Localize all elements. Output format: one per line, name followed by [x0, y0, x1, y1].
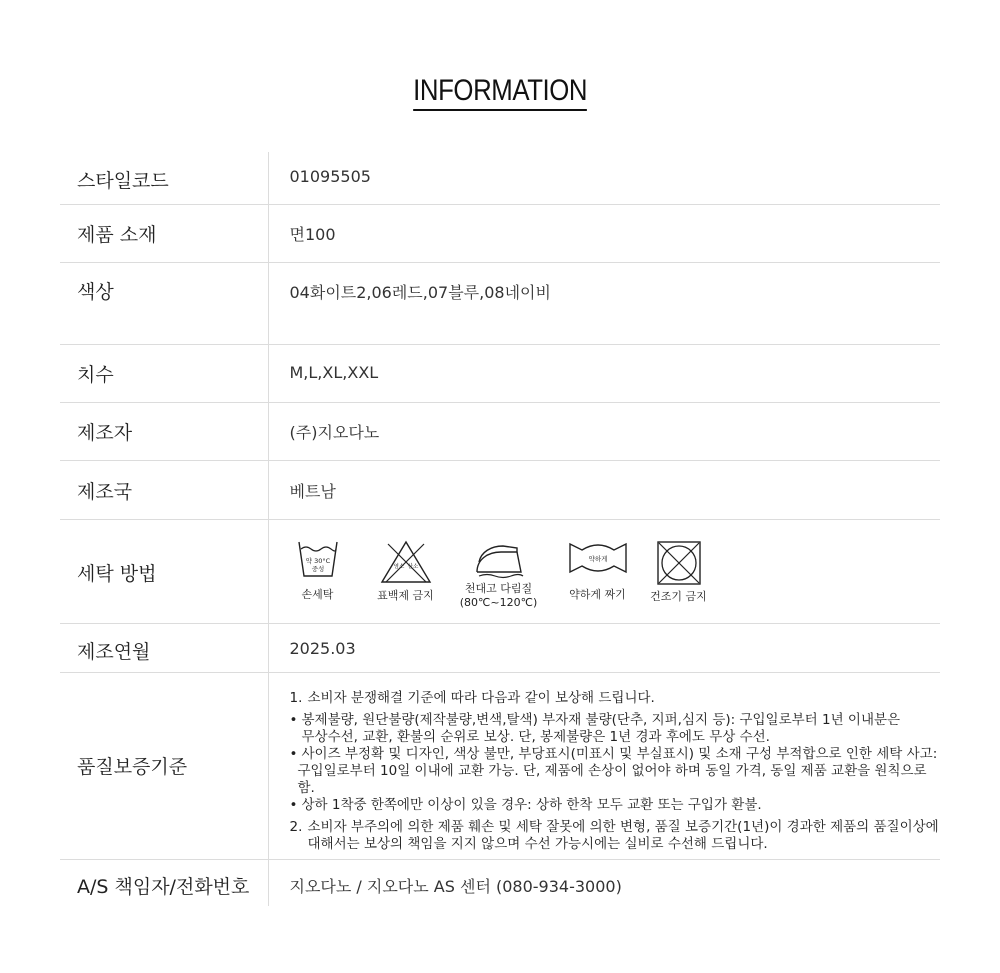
row-maker — [60, 402, 940, 460]
row-material — [60, 204, 940, 262]
size-value: M,L,XL,XXL — [268, 344, 940, 402]
bullet-3-line-1: 상하 1착중 한쪽에만 이상이 있을 경우: 상하 한착 모두 교환 또는 구입가 환불. — [301, 796, 762, 813]
iron-caption-sub: (80℃~120℃) — [459, 595, 538, 609]
quality-item-2-num: 2. — [289, 818, 303, 835]
row-quality — [60, 672, 940, 859]
iron-caption: 천대고 다림질 — [464, 581, 533, 595]
quality-bullets — [290, 712, 941, 814]
quality-item-1-num: 1. — [289, 689, 303, 706]
iron-low-heat-icon — [473, 540, 525, 580]
gentle-wring-icon — [568, 540, 628, 576]
no-bleach-caption: 표백제 금지 — [377, 588, 434, 602]
quality-value — [268, 672, 940, 859]
hand-wash-inner-2: 중성 — [311, 564, 324, 573]
bullet-2-line-2: 구입일로부터 10일 이내에 교환 가능. 단, 제품에 손상이 없어야 하며 동일 가격, 동일 제품 교환을 원칙으로 함. — [297, 762, 927, 796]
product-info-table — [60, 152, 940, 906]
bullet-2-line-1: 사이즈 부정확 및 디자인, 색상 불만, 부당표시(미표시 및 부실표시) 및 소재 구성 부적합으로 인한 세탁 사고: — [301, 745, 938, 762]
row-color — [60, 262, 940, 344]
as-value: 지오다노 / 지오다노 AS 센터 (080-934-3000) — [289, 876, 622, 896]
row-as — [60, 859, 940, 906]
quality-bullet — [290, 797, 941, 814]
wash-item-hand — [290, 540, 346, 610]
material-label: 제품 소재 — [60, 204, 268, 262]
hand-wash-caption: 손세탁 — [301, 587, 334, 601]
wash-value — [268, 519, 940, 623]
style-code-label: 스타일코드 — [60, 152, 268, 204]
color-label: 색상 — [60, 262, 268, 344]
country-label: 제조국 — [60, 460, 268, 519]
quality-label: 품질보증기준 — [60, 672, 268, 859]
wash-item-wring — [562, 540, 634, 610]
maker-label: 제조자 — [60, 402, 268, 460]
no-tumble-dry-icon — [656, 540, 702, 586]
no-bleach-inner-right: 산소 — [407, 563, 418, 570]
hand-wash-30c-icon — [296, 540, 340, 580]
wring-caption: 약하게 짜기 — [569, 587, 626, 601]
quality-item-1 — [290, 690, 941, 707]
maker-value: (주)지오다노 — [268, 402, 940, 460]
quality-item-2 — [290, 819, 941, 853]
color-value: 04화이트2,06레드,07블루,08네이비 — [268, 262, 940, 344]
title-wrap — [0, 74, 1000, 111]
wash-icons — [290, 540, 941, 610]
date-value: 2025.03 — [268, 623, 940, 672]
dryer-caption: 건조기 금지 — [650, 589, 707, 603]
hand-wash-inner-1: 약 30°C — [305, 556, 330, 565]
bullet-dot: • — [289, 745, 298, 762]
quality-item-2-line-2: 대해서는 보상의 책임을 지지 않으며 수선 가능시에는 실비로 수선해 드립니다. — [307, 835, 768, 852]
row-country — [60, 460, 940, 519]
row-size — [60, 344, 940, 402]
no-bleach-icon — [380, 540, 432, 584]
as-label: A/S 책임자/전화번호 — [60, 859, 268, 906]
style-code-value: 01095505 — [268, 152, 940, 204]
date-label: 제조연월 — [60, 623, 268, 672]
bullet-dot: • — [289, 711, 298, 728]
wash-label: 세탁 방법 — [60, 519, 268, 623]
quality-item-2-line-1: 소비자 부주의에 의한 제품 훼손 및 세탁 잘못에 의한 변형, 품질 보증기간(1년)이 경과한 제품의 품질이상에 — [307, 818, 939, 835]
quality-item-1-text: 소비자 분쟁해결 기준에 따라 다음과 같이 보상해 드립니다. — [307, 689, 655, 706]
country-value: 베트남 — [268, 460, 940, 519]
bullet-1-line-2: 무상수선, 교환, 환불의 순위로 보상. 단, 봉제불량은 1년 경과 후에도 무상 수선. — [301, 728, 770, 745]
wash-item-iron — [456, 540, 542, 610]
no-bleach-inner-left: 염소 — [393, 563, 404, 570]
size-label: 치수 — [60, 344, 268, 402]
row-wash — [60, 519, 940, 623]
row-style-code — [60, 152, 940, 204]
quality-bullet — [290, 746, 941, 797]
bullet-1-line-1: 봉제불량, 원단불량(제작불량,변색,탈색) 부자재 불량(단추, 지퍼,심지 등): 구입일로부터 1년 이내분은 — [301, 711, 901, 728]
material-value: 면100 — [268, 204, 940, 262]
bullet-dot: • — [289, 796, 298, 813]
wash-item-dryer — [648, 540, 710, 610]
quality-bullet — [290, 712, 941, 746]
page-title: INFORMATION — [413, 74, 587, 111]
row-date — [60, 623, 940, 672]
wring-inner: 약하게 — [588, 554, 607, 563]
wash-item-bleach — [370, 540, 442, 610]
